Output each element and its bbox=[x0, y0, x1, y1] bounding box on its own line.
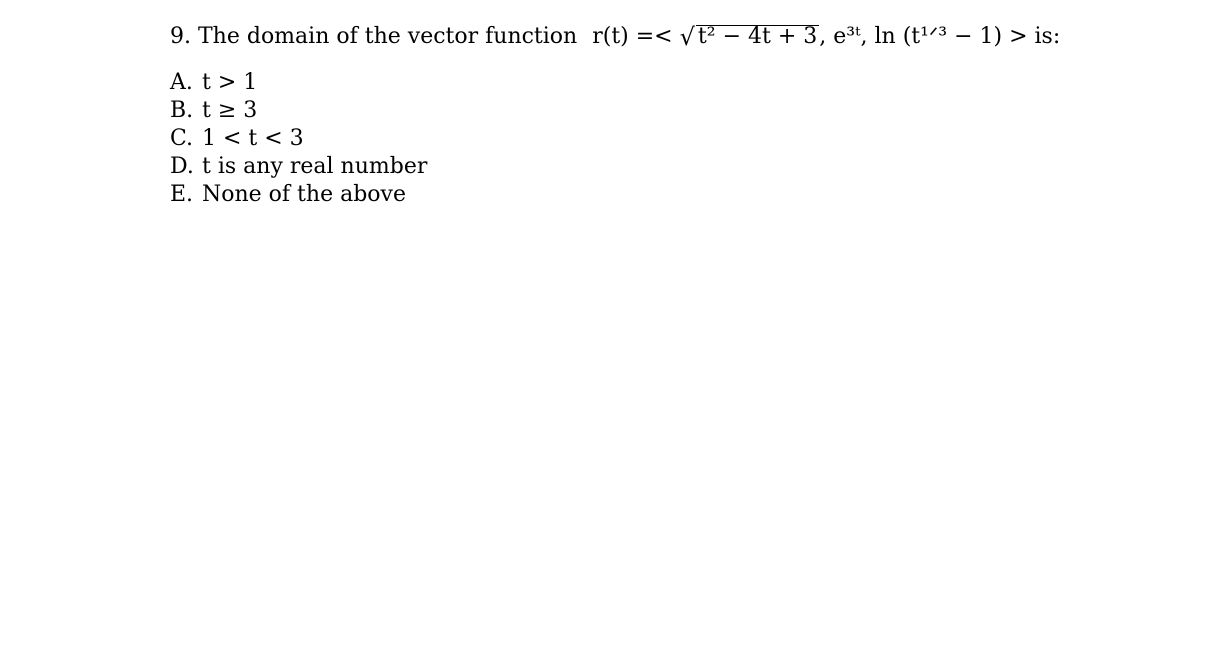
component-log: ln (t¹ᐟ³ − 1) bbox=[874, 24, 1003, 49]
choice-a[interactable] bbox=[170, 69, 427, 97]
choice-e[interactable] bbox=[170, 181, 427, 209]
choice-text: None of the above bbox=[202, 182, 406, 207]
component-exponential: , e³ᵗ, bbox=[819, 24, 868, 49]
choice-letter: E. bbox=[170, 182, 194, 207]
choice-text: t > 1 bbox=[202, 70, 258, 95]
choice-text: t ≥ 3 bbox=[202, 98, 258, 123]
choice-letter: D. bbox=[170, 154, 194, 179]
choice-c[interactable] bbox=[170, 125, 427, 153]
sqrt-symbol: √ bbox=[679, 23, 695, 51]
question-prompt: The domain of the vector function bbox=[198, 24, 578, 49]
choice-letter: C. bbox=[170, 126, 194, 151]
choice-b[interactable] bbox=[170, 97, 427, 125]
radicand: t² − 4t + 3 bbox=[697, 24, 818, 49]
answer-choices bbox=[170, 69, 427, 209]
question-number: 9. bbox=[170, 24, 191, 49]
choice-text: 1 < t < 3 bbox=[202, 126, 304, 151]
function-name: r(t) =< bbox=[592, 24, 673, 49]
choice-d[interactable] bbox=[170, 153, 427, 181]
question-suffix: > is: bbox=[1009, 24, 1061, 49]
question-text bbox=[170, 18, 1210, 54]
choice-letter: B. bbox=[170, 98, 194, 123]
choice-letter: A. bbox=[170, 70, 193, 95]
vector-function bbox=[592, 24, 1060, 49]
choice-text: t is any real number bbox=[202, 154, 428, 179]
